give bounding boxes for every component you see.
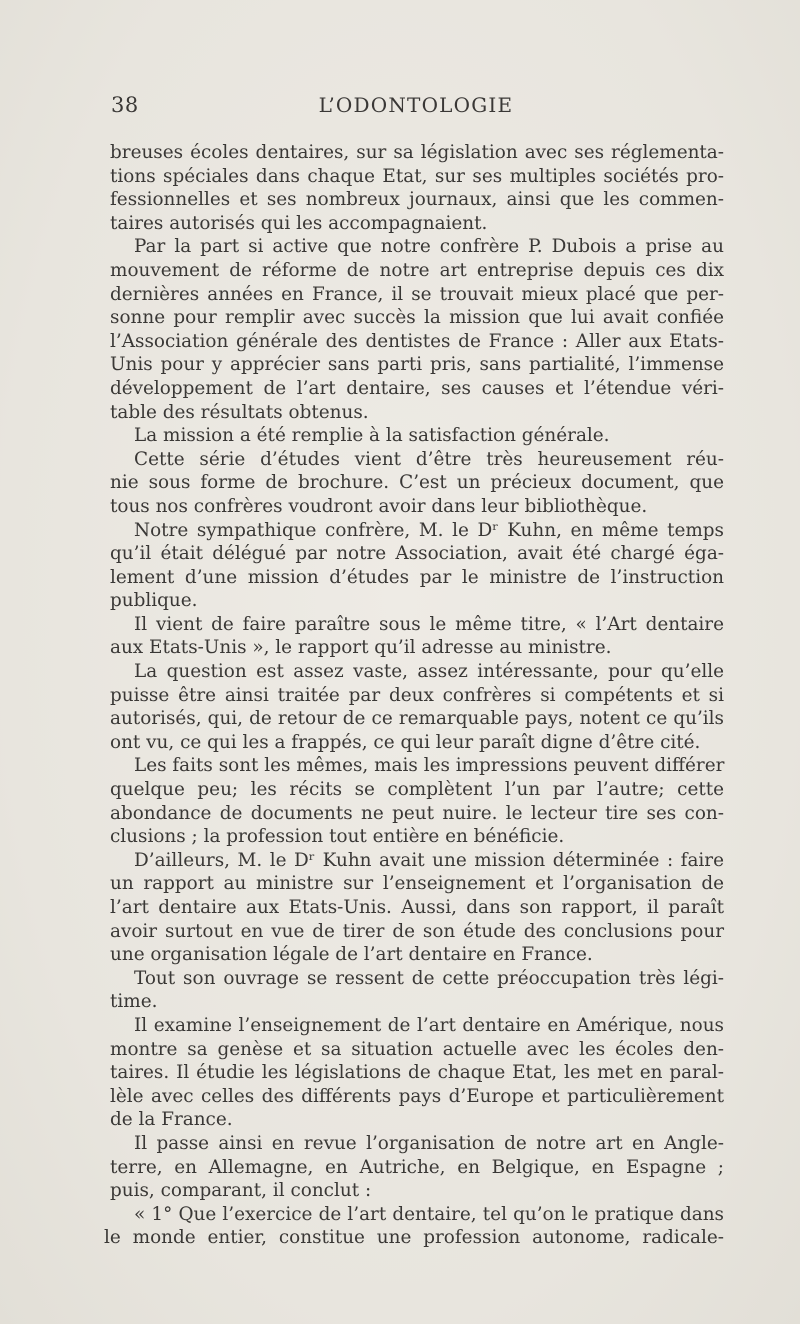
text-line: tions spéciales dans chaque Etat, sur ses multiples sociétés pro- [110,165,724,187]
text-line: dernières années en France, il se trouvait mieux placé que per- [110,283,724,305]
text-line: abondance de documents ne peut nuire. le lecteur tire ses con- [110,802,724,824]
text-line: qu’il était délégué par notre Association, avait été chargé éga- [110,543,724,565]
text-line: aux Etats-Unis », le rapport qu’il adresse au ministre. [110,637,612,659]
text-line: lement d’une mission d’études par le ministre de l’instruction [110,566,724,588]
text-line: clusions ; la profession tout entière en bénéficie. [110,826,565,848]
text-line: ont vu, ce qui les a frappés, ce qui leur paraît digne d’être cité. [110,731,701,753]
text-line: quelque peu; les récits se complètent l’un par l’autre; cette [110,779,724,801]
text-line: puisse être ainsi traitée par deux confrères si compétents et si [110,684,724,706]
text-line: Cette série d’études vient d’être très heureusement réu- [134,448,724,470]
running-head [107,93,725,121]
text-line: mouvement de réforme de notre art entreprise depuis ces dix [110,259,724,281]
text-line: table des résultats obtenus. [110,401,369,423]
text-line: avoir surtout en vue de tirer de son étude des conclusions pour [110,920,724,942]
text-line: une organisation légale de l’art dentaire en France. [110,944,593,966]
text-line: un rapport au ministre sur l’enseignement et l’organisation de [110,873,724,895]
text-line: Unis pour y apprécier sans parti pris, sans partialité, l’immense [110,354,724,376]
text-line: taires autorisés qui les accompagnaient. [110,212,488,234]
text-line: breuses écoles dentaires, sur sa législation avec ses réglementa- [110,142,724,163]
text-line: lèle avec celles des différents pays d’Europe et particulièrement [110,1085,724,1107]
text-line: l’Association générale des dentistes de France : Aller aux Etats- [110,330,724,352]
text-line: La mission a été remplie à la satisfaction générale. [134,425,610,447]
text-line: de la France. [110,1109,233,1131]
text-line: Tout son ouvrage se ressent de cette préoccupation très légi- [134,967,724,989]
text-line: « 1° Que l’exercice de l’art dentaire, tel qu’on le pratique dans [134,1203,724,1225]
text-line: La question est assez vaste, assez intéressante, pour qu’elle [134,661,724,683]
page-number: 38 [111,93,139,117]
text-line: le monde entier, constitue une profession autonome, radicale- [104,1227,724,1249]
text-line: D’ailleurs, M. le Dʳ Kuhn avait une mission déterminée : faire [134,849,724,871]
text-line: time. [110,991,158,1013]
text-line: Il passe ainsi en revue l’organisation de notre art en Angle- [134,1132,724,1154]
text-line: Les faits sont les mêmes, mais les impressions peuvent différer [134,755,725,777]
text-line: puis, comparant, il conclut : [110,1180,372,1202]
running-title: L’ODONTOLOGIE [318,93,514,117]
text-line: publique. [110,590,198,612]
text-line: tous nos confrères voudront avoir dans leur bibliothèque. [110,495,648,517]
text-line: sonne pour remplir avec succès la mission que lui avait confiée [110,307,724,329]
text-line: fessionnelles et ses nombreux journaux, ainsi que les commen- [110,189,724,211]
text-line: autorisés, qui, de retour de ce remarquable pays, notent ce qu’ils [110,708,724,730]
body-text [104,141,725,1250]
text-line: Notre sympathique confrère, M. le Dʳ Kuhn, en même temps [134,519,724,541]
text-line: terre, en Allemagne, en Autriche, en Belgique, en Espagne ; [110,1156,724,1178]
text-line: montre sa genèse et sa situation actuelle avec les écoles den- [110,1038,724,1060]
text-line: nie sous forme de brochure. C’est un précieux document, que [110,472,724,494]
text-line: Par la part si active que notre confrère P. Dubois a prise au [134,236,724,258]
text-line: l’art dentaire aux Etats-Unis. Aussi, dans son rapport, il paraît [110,897,724,918]
text-line: Il examine l’enseignement de l’art dentaire en Amérique, nous [134,1014,724,1036]
text-line: développement de l’art dentaire, ses causes et l’étendue véri- [110,377,724,399]
text-line: Il vient de faire paraître sous le même titre, « l’Art dentaire [134,613,724,635]
text-line: taires. Il étudie les législations de chaque Etat, les met en paral- [110,1062,724,1084]
